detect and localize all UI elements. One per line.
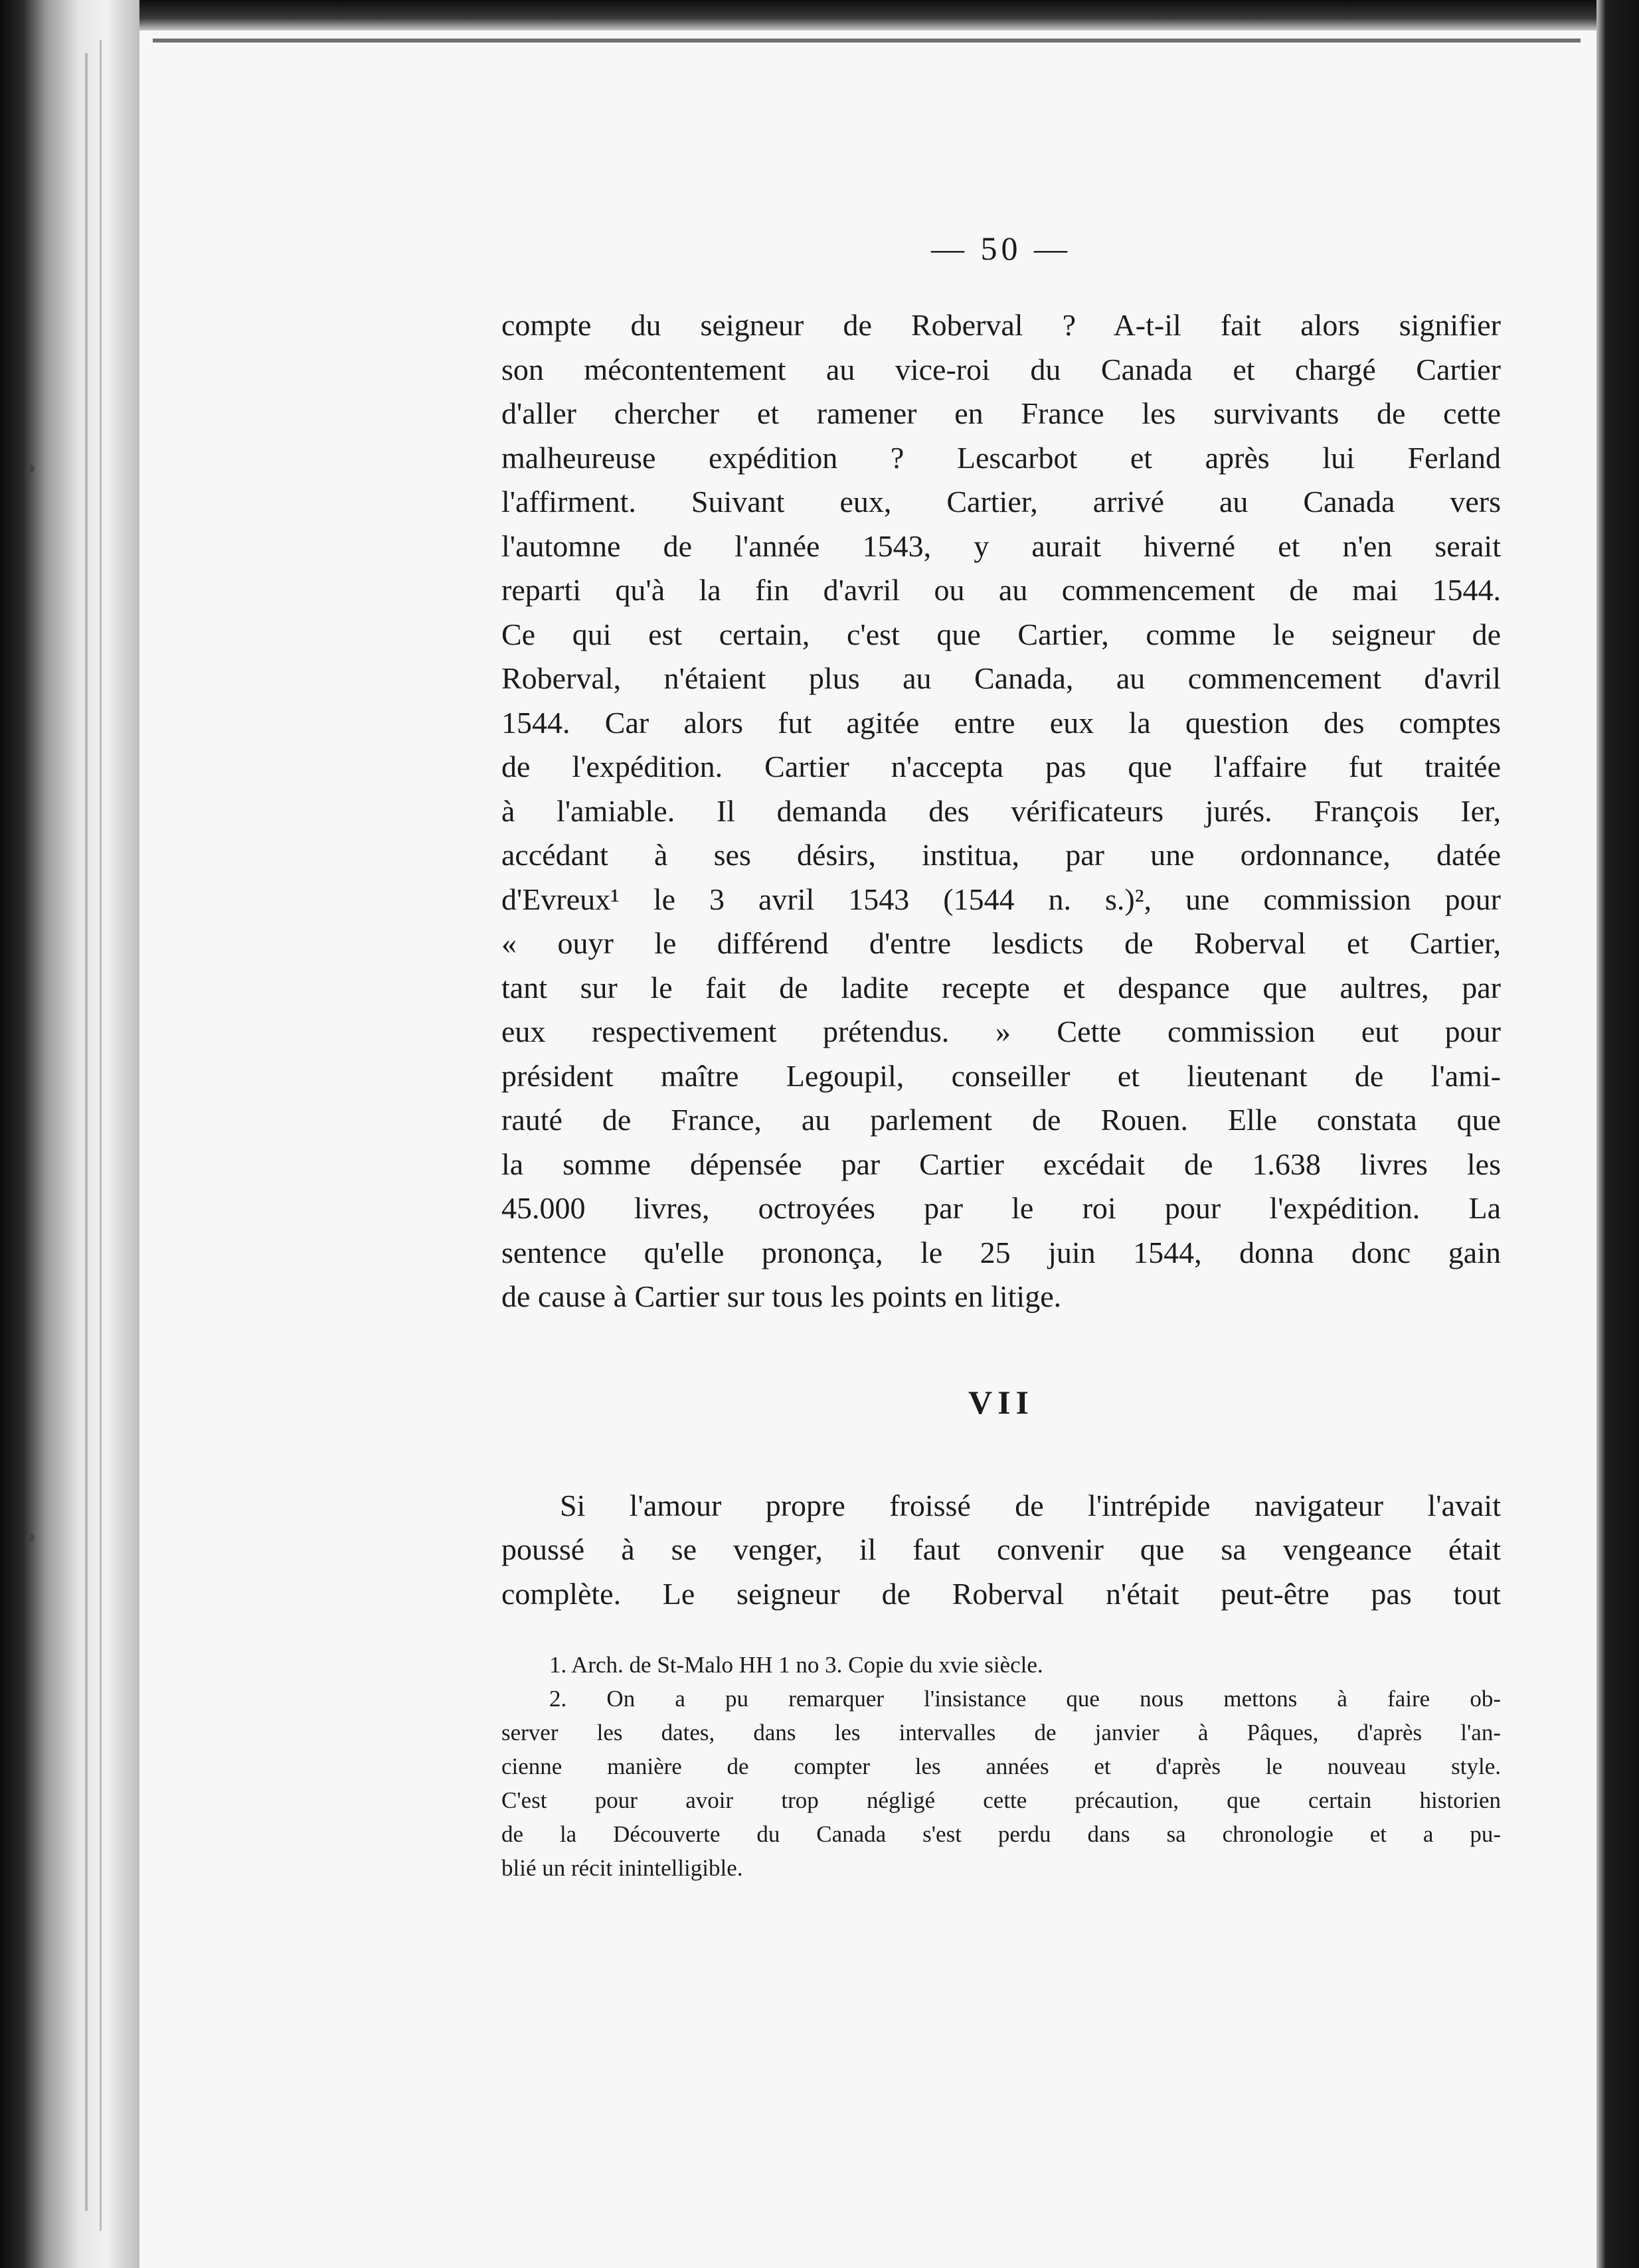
binding-hole: [27, 465, 35, 473]
text-line: à l'amiable. Il demanda des vérificateurs jurés. François Ier,: [501, 793, 1501, 828]
text-line: « ouyr le différend d'entre lesdicts de Roberval et Cartier,: [501, 926, 1501, 960]
text-line: malheureuse expédition ? Lescarbot et après lui Ferland: [501, 440, 1501, 475]
footnote-line: cienne manière de compter les années et d'après le nouveau style.: [501, 1753, 1501, 1779]
page-text: [501, 229, 1501, 1885]
footnote-2: 2. On a pu remarquer l'insistance que nous mettons à faire ob-: [549, 1686, 1501, 1712]
text-line: l'automne de l'année 1543, y aurait hiverné et n'en serait: [501, 528, 1501, 563]
text-line: de cause à Cartier sur tous les points en litige.: [501, 1279, 1062, 1313]
text-line: 1544. Car alors fut agitée entre eux la question des comptes: [501, 705, 1501, 740]
text-line: l'affirment. Suivant eux, Cartier, arrivé au Canada vers: [501, 485, 1501, 519]
text-line: rauté de France, au parlement de Rouen. Elle constata que: [501, 1103, 1501, 1137]
section-heading: VII: [968, 1383, 1035, 1421]
paragraph-2: [501, 1484, 1501, 1617]
text-line: eux respectivement prétendus. » Cette commission eut pour: [501, 1014, 1501, 1048]
text-line: tant sur le fait de ladite recepte et despance que aultres, par: [501, 970, 1501, 1005]
footnote-line: de la Découverte du Canada s'est perdu dans sa chronologie et a pu-: [501, 1821, 1501, 1847]
text-line: sentence qu'elle prononça, le 25 juin 1544, donna donc gain: [501, 1235, 1501, 1269]
text-line: la somme dépensée par Cartier excédait de 1.638 livres les: [501, 1147, 1501, 1181]
text-line: son mécontentement au vice-roi du Canada et chargé Cartier: [501, 352, 1501, 386]
footnote-line: server les dates, dans les intervalles de janvier à Pâques, d'après l'an-: [501, 1720, 1501, 1745]
text-line: poussé à se venger, il faut convenir que sa vengeance était: [501, 1532, 1501, 1566]
text-line: Ce qui est certain, c'est que Cartier, comme le seigneur de: [501, 617, 1501, 651]
binding-hole: [27, 1534, 35, 1542]
text-line: Si l'amour propre froissé de l'intrépide navigateur l'avait: [560, 1488, 1501, 1522]
text-line: reparti qu'à la fin d'avril ou au commencement de mai 1544.: [501, 573, 1501, 607]
footnote-line: C'est pour avoir trop négligé cette précaution, que certain historien: [501, 1787, 1501, 1813]
text-line: complète. Le seigneur de Roberval n'était peut-être pas tout: [501, 1576, 1501, 1611]
book-binding-edge: [0, 0, 139, 2268]
binding-streak: [100, 40, 102, 2231]
binding-streak: [85, 53, 88, 2211]
scan-top-edge: [0, 0, 1639, 31]
page-number: — 50 —: [931, 230, 1071, 267]
text-line: compte du seigneur de Roberval ? A-t-il fait alors signifier: [501, 308, 1501, 342]
text-line: président maître Legoupil, conseiller et lieutenant de l'ami-: [501, 1058, 1501, 1093]
text-line: Roberval, n'étaient plus au Canada, au commencement d'avril: [501, 661, 1501, 695]
text-line: de l'expédition. Cartier n'accepta pas que l'affaire fut traitée: [501, 750, 1501, 783]
scan-right-edge: [1596, 0, 1639, 2268]
page-top-rule: [153, 39, 1581, 42]
text-line: accédant à ses désirs, institua, par une ordonnance, datée: [501, 838, 1501, 872]
text-line: d'Evreux¹ le 3 avril 1543 (1544 n. s.)², une commission pour: [501, 882, 1501, 916]
footnote-line: blié un récit inintelligible.: [501, 1855, 743, 1881]
footnote-1: 1. Arch. de St-Malo HH 1 no 3. Copie du xvie siècle.: [549, 1652, 1043, 1678]
text-line: d'aller chercher et ramener en France les survivants de cette: [501, 396, 1501, 430]
paragraph-1: [501, 303, 1501, 1319]
footnotes: [501, 1648, 1501, 1885]
text-line: 45.000 livres, octroyées par le roi pour l'expédition. La: [501, 1191, 1501, 1225]
